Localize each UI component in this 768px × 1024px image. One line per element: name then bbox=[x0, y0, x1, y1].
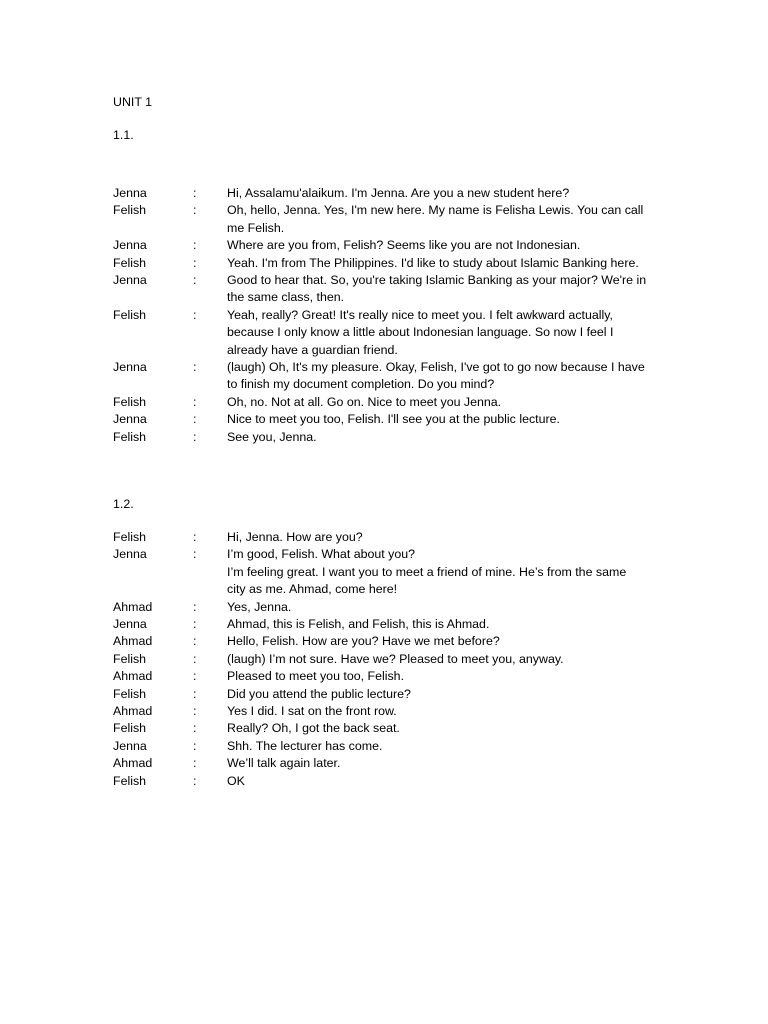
dialogue-line bbox=[113, 703, 673, 720]
dialogue-text: Really? Oh, I got the back seat. bbox=[227, 721, 400, 736]
dialogue-line bbox=[113, 529, 673, 546]
speaker-name: Ahmad bbox=[113, 669, 153, 684]
speaker-name: Felish bbox=[113, 651, 147, 666]
dialogue-text: Did you attend the public lecture? bbox=[227, 686, 411, 701]
dialogue-text: Hi, Assalamu'alaikum. I'm Jenna. Are you a new student here? bbox=[227, 186, 570, 200]
speaker-separator: : bbox=[193, 255, 197, 270]
dialogue-line bbox=[113, 599, 673, 616]
speaker-name: Jenna bbox=[113, 617, 147, 632]
dialogue-text: Where are you from, Felish? Seems like you are not Indonesian. bbox=[227, 238, 581, 253]
dialogue-line bbox=[113, 359, 673, 394]
speaker-separator: : bbox=[193, 686, 197, 701]
dialogue-line bbox=[113, 429, 673, 446]
speaker-separator: : bbox=[193, 394, 197, 409]
speaker-name: Jenna bbox=[113, 186, 147, 200]
speaker-separator: : bbox=[193, 530, 197, 544]
dialogue-text: Hi, Jenna. How are you? bbox=[227, 530, 363, 544]
dialogue-line bbox=[113, 202, 673, 237]
dialogue-line bbox=[113, 272, 673, 307]
dialogue-text: Oh, hello, Jenna. Yes, I'm new here. My name is Felisha Lewis. You can call me Felish. bbox=[227, 203, 644, 235]
dialogue-text: (laugh) Oh, It's my pleasure. Okay, Felish, I've got to go now because I have to finish my document completion. Do you mind? bbox=[227, 360, 645, 392]
dialogue-line bbox=[113, 185, 673, 202]
speaker-name: Felish bbox=[113, 721, 147, 736]
speaker-name: Ahmad bbox=[113, 599, 153, 614]
speaker-separator: : bbox=[193, 669, 197, 684]
speaker-name: Felish bbox=[113, 255, 147, 270]
speaker-name: Ahmad bbox=[113, 634, 153, 649]
speaker-separator: : bbox=[193, 412, 197, 427]
speaker-name: Felish bbox=[113, 686, 147, 701]
speaker-separator: : bbox=[193, 704, 197, 719]
section-label-1-2: 1.2. bbox=[113, 497, 134, 511]
speaker-separator: : bbox=[193, 360, 197, 375]
speaker-separator: : bbox=[193, 599, 197, 614]
dialogue-text: Ahmad, this is Felish, and Felish, this is Ahmad. bbox=[227, 617, 490, 632]
dialogue-text: Shh. The lecturer has come. bbox=[227, 738, 383, 753]
speaker-name: Jenna bbox=[113, 273, 147, 288]
speaker-separator: : bbox=[193, 738, 197, 753]
speaker-name: Ahmad bbox=[113, 704, 153, 719]
dialogue-line bbox=[113, 686, 673, 703]
dialogue-line bbox=[113, 394, 673, 411]
speaker-separator: : bbox=[193, 186, 197, 200]
speaker-name: Jenna bbox=[113, 547, 147, 562]
speaker-separator: : bbox=[193, 238, 197, 253]
dialogue-line bbox=[113, 755, 673, 772]
dialogue-line bbox=[113, 255, 673, 272]
dialogue-line bbox=[113, 411, 673, 428]
dialogue-line bbox=[113, 651, 673, 668]
speaker-name: Ahmad bbox=[113, 756, 153, 771]
dialogue-line bbox=[113, 668, 673, 685]
dialogue-line bbox=[113, 720, 673, 737]
dialogue-text: See you, Jenna. bbox=[227, 429, 317, 444]
speaker-name: Jenna bbox=[113, 238, 147, 253]
speaker-separator: : bbox=[193, 721, 197, 736]
speaker-name: Felish bbox=[113, 429, 147, 444]
dialogue-text: We’ll talk again later. bbox=[227, 756, 341, 771]
speaker-separator: : bbox=[193, 273, 197, 288]
speaker-name: Felish bbox=[113, 530, 147, 544]
dialogue-text: OK bbox=[227, 773, 245, 788]
dialogue-text: (laugh) I’m not sure. Have we? Pleased to meet you, anyway. bbox=[227, 651, 564, 666]
speaker-separator: : bbox=[193, 634, 197, 649]
speaker-name: Felish bbox=[113, 307, 147, 322]
speaker-separator: : bbox=[193, 429, 197, 444]
speaker-separator: : bbox=[193, 203, 197, 218]
speaker-separator: : bbox=[193, 651, 197, 666]
dialogue-line bbox=[113, 738, 673, 755]
dialogue-text: Good to hear that. So, you're taking Islamic Banking as your major? We're in the same class, then. bbox=[227, 273, 647, 305]
speaker-separator: : bbox=[193, 773, 197, 788]
speaker-name: Felish bbox=[113, 203, 147, 218]
speaker-name: Felish bbox=[113, 394, 147, 409]
speaker-separator: : bbox=[193, 617, 197, 632]
speaker-separator: : bbox=[193, 756, 197, 771]
dialogue-text: Yeah. I'm from The Philippines. I'd like to study about Islamic Banking here. bbox=[227, 255, 639, 270]
speaker-name: Felish bbox=[113, 773, 147, 788]
dialogue-line bbox=[113, 633, 673, 650]
speaker-separator: : bbox=[193, 547, 197, 562]
dialogue-1-2 bbox=[113, 529, 673, 790]
speaker-separator: : bbox=[193, 307, 197, 322]
dialogue-text: Nice to meet you too, Felish. I'll see you at the public lecture. bbox=[227, 412, 560, 427]
dialogue-text: Yeah, really? Great! It's really nice to meet you. I felt awkward actually, because I only know a little about Indonesian language. So now I feel I already have a guardian friend. bbox=[227, 307, 614, 357]
dialogue-line bbox=[113, 237, 673, 254]
dialogue-text: Yes, Jenna. bbox=[227, 599, 292, 614]
dialogue-text: I’m good, Felish. What about you? I’m feeling great. I want you to meet a friend of mine. He’s from the same city as me. Ahmad, come here! bbox=[227, 547, 627, 597]
dialogue-text: Oh, no. Not at all. Go on. Nice to meet you Jenna. bbox=[227, 394, 502, 409]
dialogue-1-1 bbox=[113, 185, 673, 446]
speaker-name: Jenna bbox=[113, 360, 147, 375]
unit-title: UNIT 1 bbox=[113, 95, 153, 109]
dialogue-line bbox=[113, 773, 673, 790]
dialogue-line bbox=[113, 307, 673, 359]
speaker-name: Jenna bbox=[113, 412, 147, 427]
dialogue-text: Hello, Felish. How are you? Have we met before? bbox=[227, 634, 500, 649]
dialogue-line bbox=[113, 546, 673, 598]
dialogue-line bbox=[113, 616, 673, 633]
dialogue-text: Yes I did. I sat on the front row. bbox=[227, 704, 397, 719]
speaker-name: Jenna bbox=[113, 738, 147, 753]
section-label-1-1: 1.1. bbox=[113, 128, 134, 142]
dialogue-text: Pleased to meet you too, Felish. bbox=[227, 669, 405, 684]
